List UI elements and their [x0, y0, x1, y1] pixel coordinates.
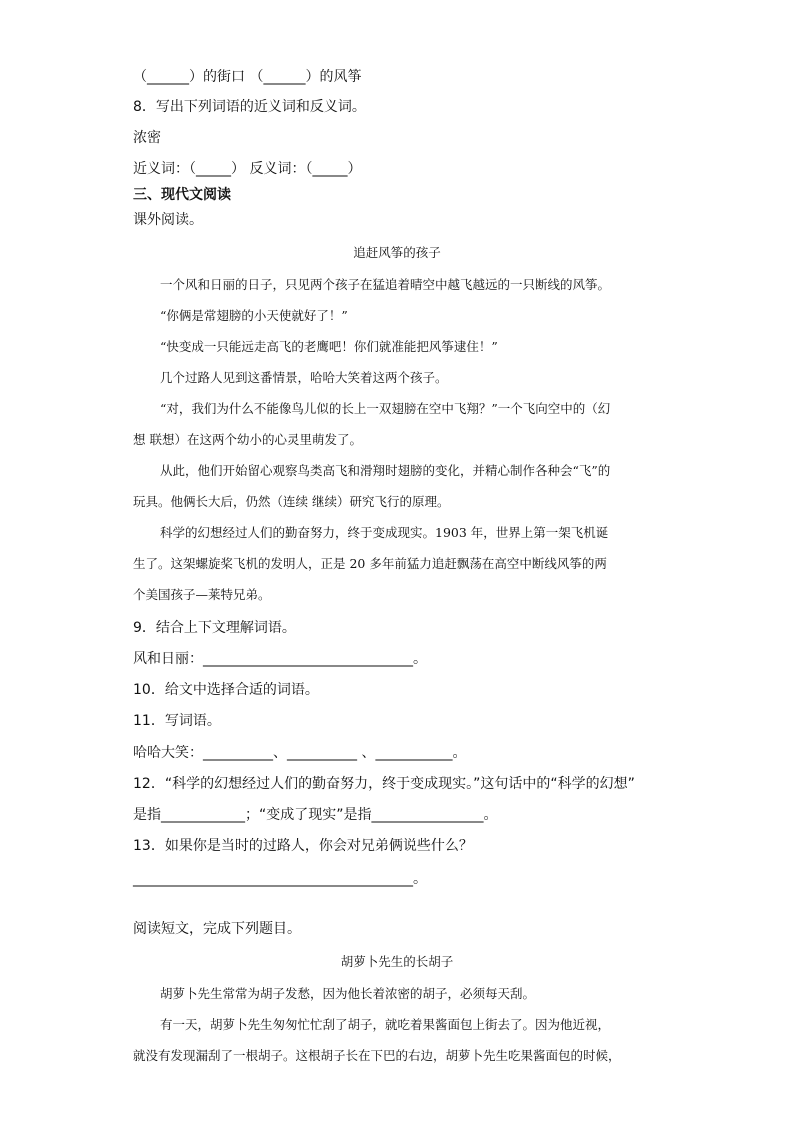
passage-1-line: 一个风和日丽的日子，只见两个孩子在猛追着晴空中越飞越远的一只断线的风筝。 [160, 277, 611, 292]
question-8: 8．写出下列词语的近义词和反义词。 [133, 99, 366, 115]
passage-1-line: 生了。这架螺旋桨飞机的发明人，正是 20 多年前猛力追赶飘荡在高空中断线风筝的两 [133, 556, 607, 571]
passage-1-line: 个美国孩子—莱特兄弟。 [133, 587, 271, 602]
synonym-antonym-line: 近义词：（_____） 反义词：（_____） [133, 161, 362, 177]
answer-line: 是指____________；“变成了现实”是指________________。 [133, 807, 498, 823]
passage-2-title: 胡萝卜先生的长胡子 [340, 954, 454, 969]
passage-1-line: 科学的幻想经过人们的勤奋努力，终于变成现实。1903 年，世界上第一架飞机诞 [160, 525, 609, 540]
passage-1-title: 追赶风筝的孩子 [353, 245, 441, 260]
question-12: 12．“科学的幻想经过人们的勤奋努力，终于变成现实。”这句话中的“科学的幻想” [133, 776, 635, 792]
question-10: 10．给文中选择合适的词语。 [133, 682, 319, 698]
word-nongmi: 浓密 [133, 130, 161, 146]
fill-blank-line: （______）的街口 （______）的风筝 [133, 69, 362, 85]
answer-line: 风和日丽：______________________________。 [133, 651, 427, 667]
reading-instruction: 课外阅读。 [133, 212, 203, 228]
passage-1-line: “快变成一只能远走高飞的老鹰吧！你们就准能把风筝逮住！” [160, 339, 498, 354]
question-13: 13．如果你是当时的过路人，你会对兄弟俩说些什么？ [133, 838, 473, 854]
answer-line: ________________________________________。 [133, 871, 427, 887]
section-heading: 三、现代文阅读 [133, 187, 231, 203]
passage-2-line: 就没有发现漏刮了一根胡子。这根胡子长在下巴的右边，胡萝卜先生吃果酱面包的时候， [133, 1048, 621, 1063]
passage-1-line: 几个过路人见到这番情景，哈哈大笑着这两个孩子。 [160, 370, 448, 385]
passage-1-line: “对，我们为什么不能像鸟儿似的长上一双翅膀在空中飞翔？”一个飞向空中的（幻 [160, 401, 611, 416]
passage-2-line: 胡萝卜先生常常为胡子发愁，因为他长着浓密的胡子，必须每天刮。 [160, 986, 536, 1001]
reading-instruction-2: 阅读短文，完成下列题目。 [133, 921, 301, 937]
question-9: 9．结合上下文理解词语。 [133, 620, 296, 636]
passage-1-line: 玩具。他俩长大后，仍然（连续 继续）研究飞行的原理。 [133, 494, 450, 509]
answer-line: 哈哈大笑：__________、__________ 、___________。 [133, 745, 467, 761]
passage-1-line: 从此，他们开始留心观察鸟类高飞和滑翔时翅膀的变化，并精心制作各种会“飞”的 [160, 463, 611, 478]
passage-2-line: 有一天，胡萝卜先生匆匆忙忙刮了胡子，就吃着果酱面包上街去了。因为他近视， [160, 1017, 611, 1032]
question-11: 11．写词语。 [133, 713, 221, 729]
passage-1-line: 想 联想）在这两个幼小的心灵里萌发了。 [133, 432, 362, 447]
passage-1-line: “你俩是常翅膀的小天使就好了！” [160, 308, 348, 323]
